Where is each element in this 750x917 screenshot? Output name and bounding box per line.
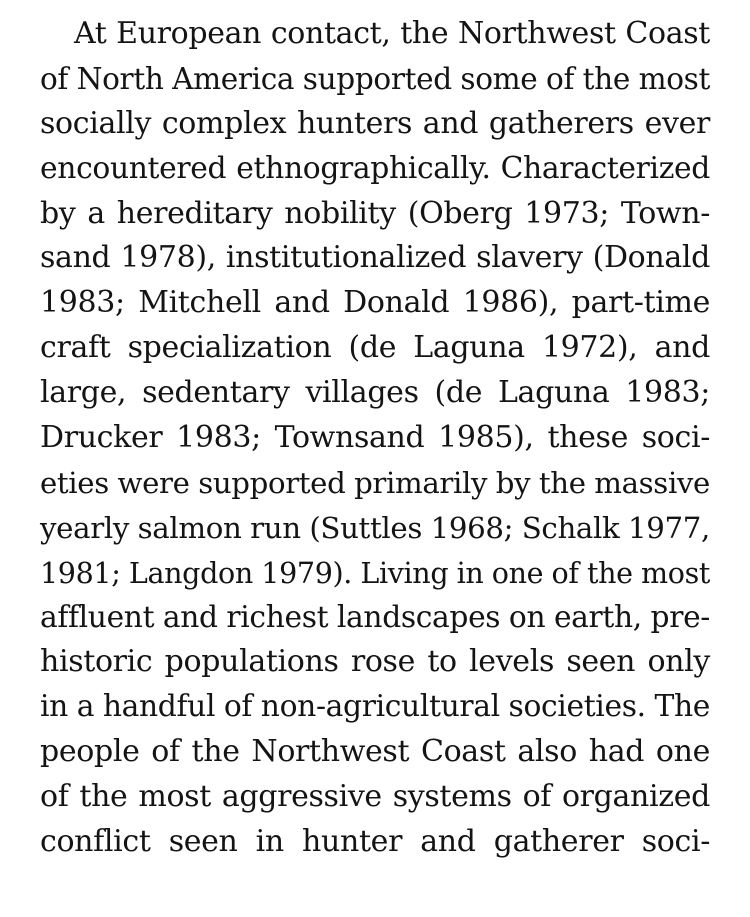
text-line-11: eties were supported primarily by the massive (40, 465, 710, 500)
text-line-10: Drucker 1983; Townsand 1985), these soci- (40, 420, 710, 456)
text-page (40, 12, 710, 865)
text-line-14: affluent and richest landscapes on earth, pre- (40, 599, 710, 635)
text-line-12: yearly salmon run (Suttles 1968; Schalk 1977, (40, 510, 710, 545)
text-line-9: large, sedentary villages (de Laguna 1983; (40, 375, 710, 411)
text-line-5: by a hereditary nobility (Oberg 1973; Town- (40, 195, 710, 231)
text-line-19: conflict seen in hunter and gatherer soci- (40, 824, 710, 860)
text-line-18: of the most aggressive systems of organized (40, 779, 710, 815)
text-line-8: craft specialization (de Laguna 1972), and (40, 330, 710, 366)
text-line-1: At European contact, the Northwest Coast (74, 16, 710, 51)
text-line-6: sand 1978), institutionalized slavery (Donald (40, 240, 710, 276)
text-line-16: in a handful of non-agricultural societies. The (40, 689, 710, 725)
text-line-3: socially complex hunters and gatherers ever (40, 105, 710, 141)
text-line-4: encountered ethnographically. Characterized (40, 150, 710, 186)
text-line-13: 1981; Langdon 1979). Living in one of the most (40, 555, 710, 590)
body-paragraph (40, 12, 710, 865)
text-line-17: people of the Northwest Coast also had one (40, 734, 710, 770)
text-line-7: 1983; Mitchell and Donald 1986), part-time (40, 285, 710, 321)
text-line-2: of North America supported some of the most (40, 61, 710, 96)
text-line-15: historic populations rose to levels seen only (40, 644, 710, 680)
